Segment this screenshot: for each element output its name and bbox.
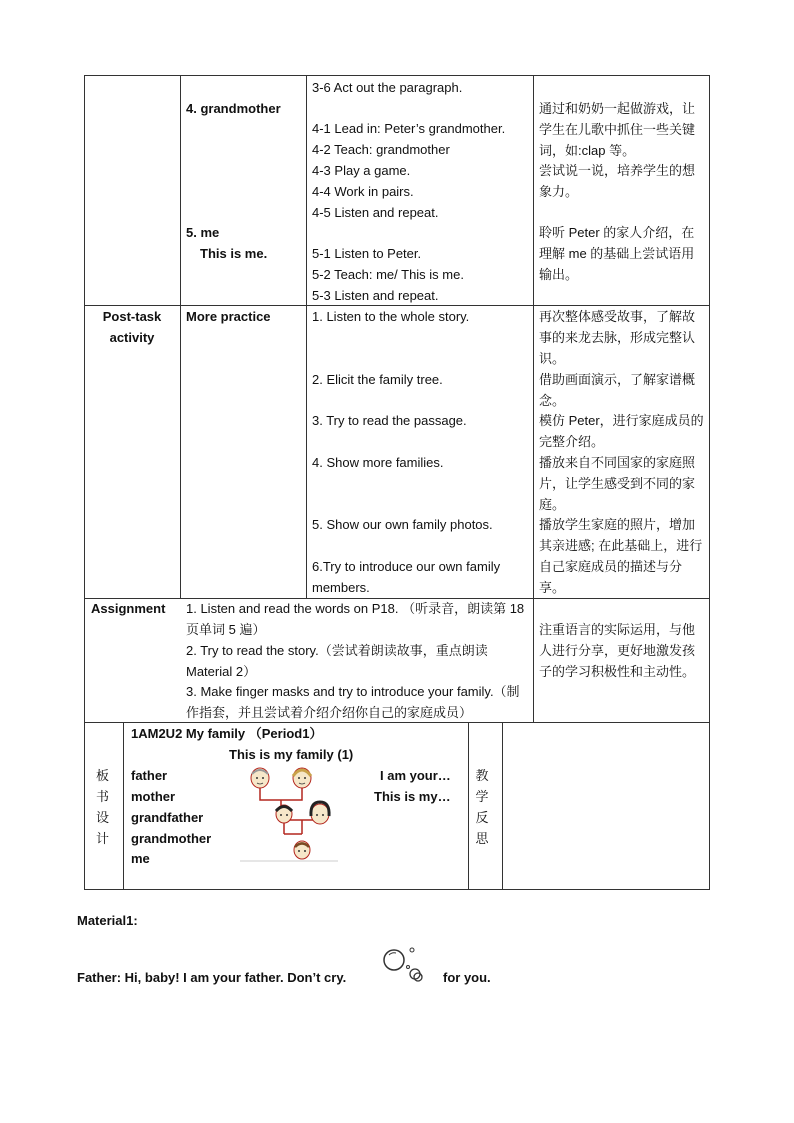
procedure-4-1: 4-1 Lead in: Peter’s grandmother. (312, 121, 506, 136)
board-phrase-this-is-my: This is my… (374, 789, 451, 804)
intent-me: 聆听 Peter 的家人介绍，在理解 me 的基础上尝试语用输出。 (539, 225, 695, 282)
board-word-father: father (131, 768, 168, 783)
me-face-icon (294, 841, 310, 859)
post-procedure-5: 5. Show our own family photos. (312, 517, 493, 532)
assignment-item-3: 3. Make finger masks and try to introduce your family.（制作指套，并且尝试着介绍介绍你自己的家庭成员） (186, 684, 520, 720)
assignment-item-1: 1. Listen and read the words on P18. （听录音，朗读第 18 页单词 5 遍） (186, 601, 525, 637)
assignment-label: Assignment (91, 601, 166, 616)
procedure-5-3: 5-3 Listen and repeat. (312, 288, 439, 303)
post-intent-5: 播放学生家庭的照片，增加其亲进感; 在此基础上，进行自己家庭成员的描述与分享。 (539, 517, 703, 595)
board-word-grandfather: grandfather (131, 810, 204, 825)
procedure-4-3: 4-3 Play a game. (312, 163, 411, 178)
grandmother-face-icon (293, 768, 311, 788)
material-line-before: Father: Hi, baby! I am your father. Don’t cry. (77, 970, 347, 985)
procedure-5-2: 5-2 Teach: me/ This is me. (312, 267, 464, 282)
board-word-me: me (131, 851, 150, 866)
intent-imagination: 尝试说一说，培养学生的想象力。 (539, 163, 696, 199)
procedure-4-4: 4-4 Work in pairs. (312, 184, 414, 199)
post-procedure-4: 4. Show more families. (312, 455, 444, 470)
post-intent-3: 模仿 Peter，进行家庭成员的完整介绍。 (539, 413, 704, 449)
procedure-3-6: 3-6 Act out the paragraph. (312, 80, 463, 95)
procedure-4-5: 4-5 Listen and repeat. (312, 205, 439, 220)
step-me-sub: This is me. (200, 246, 268, 261)
board-title: 1AM2U2 My family （Period1） (131, 726, 323, 741)
board-word-grandmother: grandmother (131, 831, 212, 846)
post-procedure-2: 2. Elicit the family tree. (312, 372, 443, 387)
procedure-4-2: 4-2 Teach: grandmother (312, 142, 450, 157)
teaching-reflection-label: 教学反思 (475, 768, 489, 846)
family-tree-illustration (240, 764, 340, 864)
assignment-intent: 注重语言的实际运用，与他人进行分享，更好地激发孩子的学习积极性和主动性。 (539, 622, 696, 679)
post-procedure-3: 3. Try to read the passage. (312, 413, 467, 428)
post-procedure-1: 1. Listen to the whole story. (312, 309, 470, 324)
mother-face-icon (311, 802, 329, 824)
father-face-icon (276, 805, 292, 823)
post-intent-4: 播放来自不同国家的家庭照片，让学生感受到不同的家庭。 (539, 455, 696, 512)
step-me: 5. me (186, 225, 220, 240)
board-subtitle: This is my family (1) (229, 747, 354, 762)
material-line-after: for you. (443, 970, 491, 985)
bubbles-icon (380, 945, 428, 987)
board-phrase-i-am-your: I am your… (380, 768, 451, 783)
post-intent-1: 再次整体感受故事，了解故事的来龙去脉，形成完整认识。 (539, 309, 696, 366)
post-procedure-6: 6.Try to introduce our own family members. (312, 559, 501, 595)
step-grandmother: 4. grandmother (186, 101, 281, 116)
board-word-mother: mother (131, 789, 176, 804)
intent-game: 通过和奶奶一起做游戏，让学生在儿歌中抓住一些关键词，如:clap 等。 (539, 101, 696, 158)
assignment-item-2: 2. Try to read the story.（尝试着朗读故事，重点朗读 Material 2） (186, 643, 488, 679)
stage-post-task: Post-task activity (102, 309, 162, 345)
grandfather-face-icon (251, 768, 269, 788)
procedure-5-1: 5-1 Listen to Peter. (312, 246, 422, 261)
post-intent-2: 借助画面演示，了解家谱概念。 (539, 372, 696, 408)
step-more-practice: More practice (186, 309, 271, 324)
material-heading: Material1: (77, 913, 138, 928)
board-design-label: 板书设计 (96, 768, 110, 846)
